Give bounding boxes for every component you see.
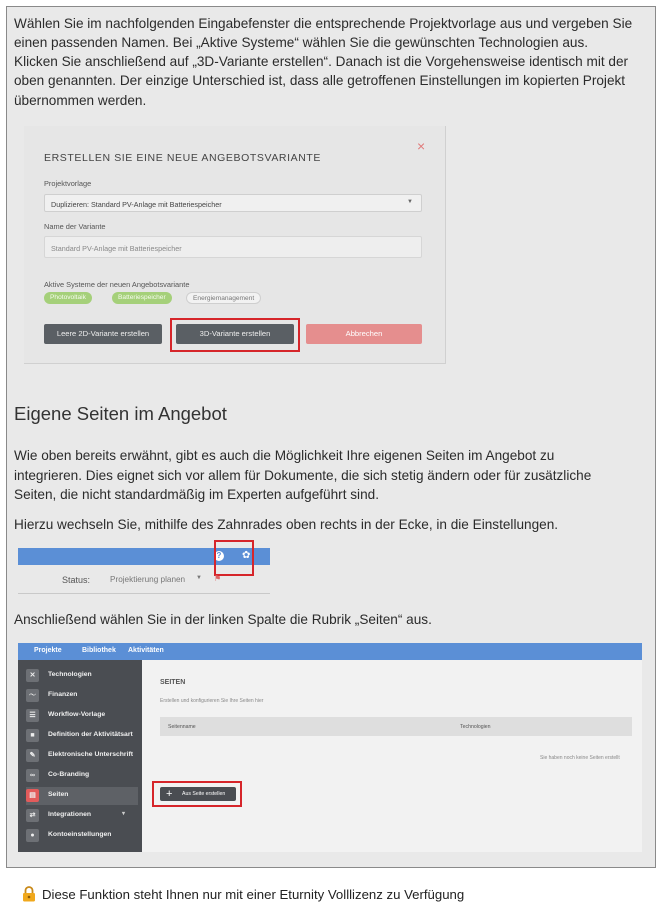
- nav-projekte[interactable]: Projekte: [34, 647, 62, 654]
- highlight-box: [214, 540, 254, 576]
- sidebar-item-label: Elektronische Unterschrift: [48, 751, 133, 758]
- page-subtitle: Erstellen und konfigurieren Sie Ihre Seiten hier: [160, 698, 264, 704]
- signature-icon: ✎: [26, 749, 39, 762]
- sidebar-item-label: Kontoeinstellungen: [48, 831, 112, 838]
- sidebar-item-kontoeinstellungen[interactable]: [26, 827, 138, 845]
- intro-line: Wählen Sie im nachfolgenden Eingabefenster die entsprechende Projektvorlage aus und vergeben Sie: [14, 16, 633, 31]
- plus-icon: +: [166, 788, 173, 800]
- intro-line: oben genannten. Der einzige Unterschied ist, dass alle getroffenen Einstellungen im kopierten Projekt: [14, 73, 626, 88]
- table-header: [160, 717, 632, 736]
- close-icon[interactable]: ×: [417, 138, 426, 154]
- help-icon[interactable]: ?: [214, 551, 224, 561]
- sidebar-item-label: Finanzen: [48, 691, 78, 698]
- page-title: SEITEN: [160, 679, 186, 686]
- intro-line: Klicken Sie anschließend auf „3D-Variante erstellen“. Danach ist die Vorgehensweise identisch mit der: [14, 54, 629, 69]
- name-label: Name der Variante: [44, 222, 106, 231]
- section-title: Eigene Seiten im Angebot: [14, 403, 227, 424]
- sidebar-item-seiten[interactable]: [26, 787, 138, 805]
- sidebar-item-finanzen[interactable]: [26, 687, 138, 705]
- create-3d-button[interactable]: 3D-Variante erstellen: [176, 324, 294, 344]
- intro-line: übernommen werden.: [14, 93, 147, 108]
- link-icon: ∞: [26, 769, 39, 782]
- sidebar-item-label: Definition der Aktivitätsart: [48, 731, 133, 738]
- highlight-box: [170, 318, 300, 352]
- template-value: Duplizieren: Standard PV-Anlage mit Batteriespeicher: [51, 200, 222, 209]
- status-flag-icon: ⚑: [214, 574, 222, 583]
- tag-icon: ■: [26, 729, 39, 742]
- highlight-box: [152, 781, 242, 807]
- chip-batteriespeicher[interactable]: Batteriespeicher: [112, 292, 172, 304]
- sidebar-item-label: Workflow-Vorlage: [48, 711, 106, 718]
- sidebar-item-label: Co-Branding: [48, 771, 90, 778]
- sidebar-item-label: Integrationen: [48, 811, 92, 818]
- integration-icon: ⇄: [26, 809, 39, 822]
- nav-bibliothek[interactable]: Bibliothek: [82, 647, 116, 654]
- section-line: integrieren. Dies eignet sich vor allem für Dokumente, die sich stetig ändern oder für zusätzliche: [14, 468, 592, 483]
- sidebar-item-label: Technologien: [48, 671, 92, 678]
- chevron-down-icon: ▾: [122, 811, 126, 817]
- page-icon: ▤: [26, 789, 39, 802]
- nav-aktivitaeten[interactable]: Aktivitäten: [128, 647, 164, 654]
- create-variant-dialog: [24, 126, 446, 364]
- column-header: Technologien: [460, 724, 491, 730]
- lock-icon: [22, 886, 36, 902]
- template-select[interactable]: [44, 194, 422, 212]
- license-note: Diese Funktion steht Ihnen nur mit einer Eturnity Volllizenz zu Verfügung: [42, 887, 465, 902]
- gear-instruction: Hierzu wechseln Sie, mithilfe des Zahnrades oben rechts in der Ecke, in die Einstellungen.: [14, 517, 559, 532]
- chip-photovoltaik[interactable]: Photovoltaik: [44, 292, 92, 304]
- sidebar-item-integrationen[interactable]: [26, 807, 138, 825]
- sidebar-item-aktivitaetsart[interactable]: [26, 727, 138, 745]
- sidebar-item-label: Seiten: [48, 791, 69, 798]
- empty-state-text: Sie haben noch keine Seiten erstellt: [540, 755, 620, 761]
- section-line: Seiten, die nicht standardmäßig im Experten aufgeführt sind.: [14, 487, 379, 502]
- add-page-label: Aus Seite erstellen: [182, 791, 226, 797]
- create-2d-button[interactable]: Leere 2D-Variante erstellen: [44, 324, 162, 344]
- sidebar-item-unterschrift[interactable]: [26, 747, 138, 765]
- intro-line: einen passenden Namen. Bei „Aktive Systeme“ wählen Sie die gewünschten Technologien aus.: [14, 35, 589, 50]
- gear-icon[interactable]: ✿: [242, 550, 251, 561]
- chevron-down-icon: ▼: [407, 199, 413, 205]
- column-instruction: Anschließend wählen Sie in der linken Spalte die Rubrik „Seiten“ aus.: [14, 612, 432, 627]
- cancel-button[interactable]: Abbrechen: [306, 324, 422, 344]
- settings-screenshot: [18, 643, 642, 852]
- sidebar-item-technologien[interactable]: [26, 667, 138, 685]
- top-navigation: [18, 643, 642, 660]
- template-label: Projektvorlage: [44, 179, 92, 188]
- status-label: Status:: [62, 575, 91, 585]
- sidebar-item-co-branding[interactable]: [26, 767, 138, 785]
- systems-label: Aktive Systeme der neuen Angebotsvariante: [44, 280, 190, 289]
- list-icon: ☰: [26, 709, 39, 722]
- sidebar-item-workflow[interactable]: [26, 707, 138, 725]
- column-header: Seitenname: [168, 724, 196, 730]
- user-icon: ●: [26, 829, 39, 842]
- dialog-title: ERSTELLEN SIE EINE NEUE ANGEBOTSVARIANTE: [44, 152, 322, 164]
- divider: [18, 593, 270, 594]
- chart-icon: 〜: [26, 689, 39, 702]
- variant-name-input[interactable]: Standard PV-Anlage mit Batteriespeicher: [44, 236, 422, 258]
- technology-icon: ✕: [26, 669, 39, 682]
- chip-energiemanagement[interactable]: Energiemanagement: [186, 292, 261, 304]
- status-value[interactable]: Projektierung planen: [110, 575, 186, 584]
- settings-sidebar: [18, 660, 142, 852]
- section-line: Wie oben bereits erwähnt, gibt es auch die Möglichkeit Ihre eigenen Seiten im Angebot zu: [14, 448, 555, 463]
- chevron-down-icon: ▼: [196, 575, 202, 581]
